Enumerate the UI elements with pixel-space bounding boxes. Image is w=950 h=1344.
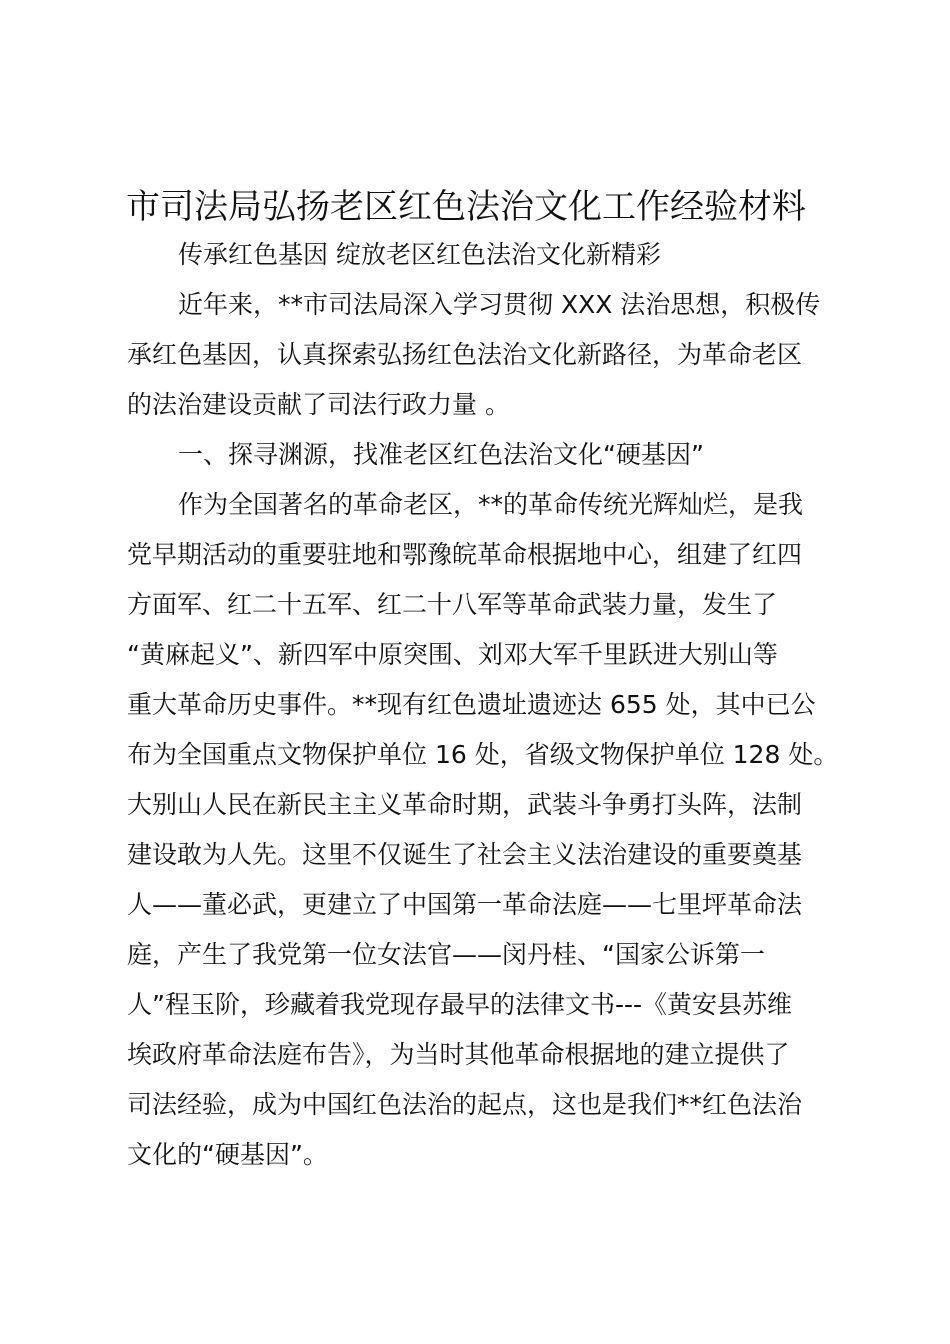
body-line: 人——董必武，更建立了中国第一革命法庭——七里坪革命法 (127, 890, 803, 919)
body-line: “黄麻起义”、新四军中原突围、刘邓大军千里跃进大别山等 (127, 640, 778, 669)
body-line: 的法治建设贡献了司法行政力量 。 (127, 390, 510, 419)
body-line: 埃政府革命法庭布告》，为当时其他革命根据地的建立提供了 (127, 1040, 790, 1069)
body-line: 党早期活动的重要驻地和鄂豫皖革命根据地中心，组建了红四 (127, 540, 803, 569)
body-line: 承红色基因，认真探索弘扬红色法治文化新路径，为革命老区 (127, 340, 803, 369)
section-heading: 一、探寻渊源，找准老区红色法治文化“硬基因” (178, 440, 704, 469)
body-line: 大别山人民在新民主主义革命时期，武装斗争勇打头阵，法制 (127, 790, 803, 819)
document-title: 市司法局弘扬老区红色法治文化工作经验材料 (126, 187, 806, 227)
body-line: 人”程玉阶，珍藏着我党现存最早的法律文书---《黄安县苏维 (127, 990, 793, 1019)
body-line: 文化的“硬基因”。 (127, 1140, 328, 1169)
body-line: 建设敢为人先。这里不仅诞生了社会主义法治建设的重要奠基 (127, 840, 803, 869)
body-line: 庭，产生了我党第一位女法官——闵丹桂、“国家公诉第一 (127, 940, 765, 969)
body-line: 重大革命历史事件。**现有红色遗址遗迹达 655 处，其中已公 (127, 690, 816, 719)
body-line: 方面军、红二十五军、红二十八军等革命武装力量，发生了 (127, 590, 778, 619)
body-line: 司法经验，成为中国红色法治的起点，这也是我们**红色法治 (127, 1090, 803, 1119)
body-line: 近年来，**市司法局深入学习贯彻 XXX 法治思想，积极传 (178, 290, 821, 319)
body-line: 作为全国著名的革命老区，**的革命传统光辉灿烂，是我 (178, 490, 804, 519)
body-line: 布为全国重点文物保护单位 16 处，省级文物保护单位 128 处。 (127, 740, 839, 769)
subtitle-line: 传承红色基因 绽放老区红色法治文化新精彩 (178, 240, 661, 269)
